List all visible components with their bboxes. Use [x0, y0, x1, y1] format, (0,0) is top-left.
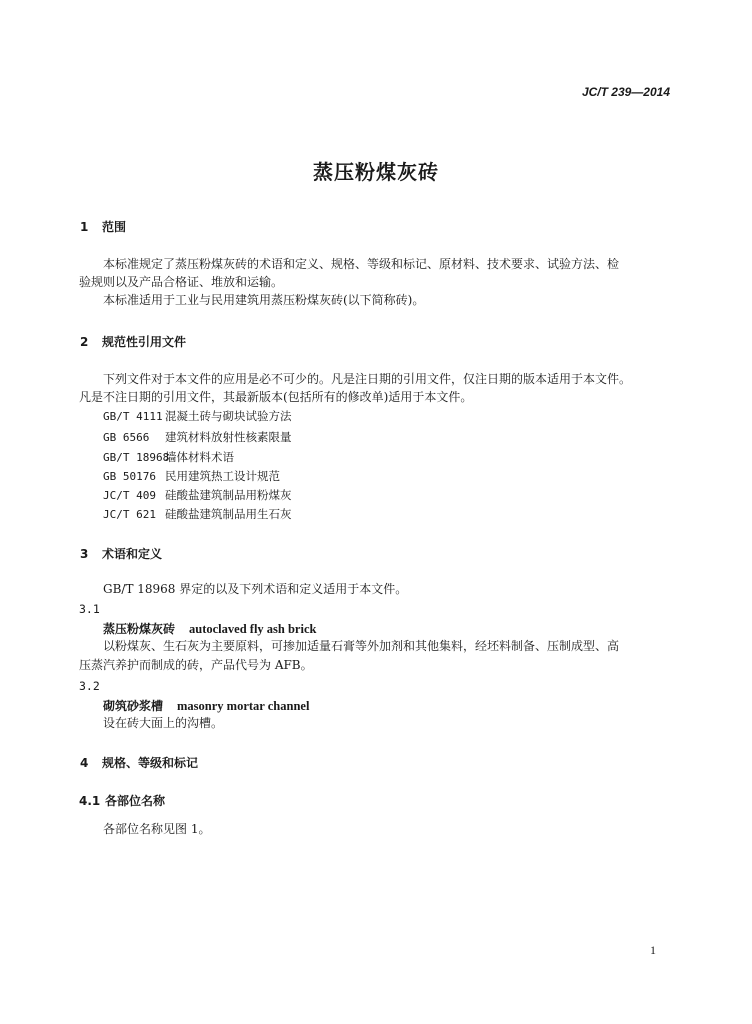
standard-code: JC/T 239—2014 — [581, 85, 670, 99]
section-title: 规范性引用文件 — [102, 335, 187, 349]
ref-item — [103, 408, 292, 424]
section-number: 3 — [80, 547, 89, 561]
section-title: 规格、等级和标记 — [102, 756, 199, 770]
ref-code: GB/T 18968 — [103, 451, 170, 464]
section-number: 2 — [80, 335, 89, 349]
term-definition-line1: 以粉煤灰、生石灰为主要原料，可掺加适量石膏等外加剂和其他集料，经坯料制备、压制成型、高 — [103, 639, 620, 653]
section-4-heading — [80, 754, 198, 771]
ref-item — [103, 506, 292, 522]
page-number: 1 — [650, 943, 656, 957]
terms-intro: GB/T 18968 界定的以及下列术语和定义适用于本文件。 — [103, 582, 408, 596]
subsection-title: 各部位名称 — [105, 794, 166, 808]
ref-item — [103, 468, 280, 484]
ref-code: JC/T 409 — [103, 489, 156, 502]
ref-code: JC/T 621 — [103, 508, 156, 521]
term-number: 3.1 — [79, 602, 100, 616]
ref-title: 建筑材料放射性核素限量 — [165, 430, 292, 444]
ref-item — [103, 449, 234, 465]
section-number: 1 — [80, 220, 89, 234]
section-title: 范围 — [102, 220, 127, 234]
term-heading — [103, 620, 316, 637]
term-definition-line2: 压蒸汽养护而制成的砖，产品代号为 AFB。 — [79, 658, 313, 672]
ref-code: GB 6566 — [103, 431, 150, 444]
term-heading — [103, 697, 309, 714]
scope-para1-line1: 本标准规定了蒸压粉煤灰砖的术语和定义、规格、等级和标记、原材料、技术要求、试验方法、检 — [103, 257, 620, 271]
term-number: 3.2 — [79, 679, 100, 693]
document-title: 蒸压粉煤灰砖 — [313, 160, 439, 184]
ref-title: 硅酸盐建筑制品用粉煤灰 — [165, 488, 292, 502]
refs-intro-line2: 凡是不注日期的引用文件，其最新版本(包括所有的修改单)适用于本文件。 — [79, 390, 473, 404]
ref-title: 硅酸盐建筑制品用生石灰 — [165, 507, 292, 521]
section-number: 4 — [80, 756, 89, 770]
term-en: autoclaved fly ash brick — [189, 622, 317, 636]
term-zh: 蒸压粉煤灰砖 — [103, 622, 176, 636]
section-3-heading — [80, 545, 162, 562]
scope-para1-line2: 验规则以及产品合格证、堆放和运输。 — [79, 275, 284, 289]
ref-title: 民用建筑热工设计规范 — [165, 469, 280, 483]
section-1-heading — [80, 218, 126, 235]
subsection-number: 4.1 — [79, 794, 101, 808]
ref-code: GB/T 4111 — [103, 410, 163, 423]
subsection-4-1-heading — [79, 792, 165, 809]
subsection-4-1-text: 各部位名称见图 1。 — [103, 822, 211, 836]
term-definition-line1: 设在砖大面上的沟槽。 — [103, 716, 224, 730]
ref-code: GB 50176 — [103, 470, 156, 483]
ref-title: 混凝土砖与砌块试验方法 — [165, 409, 292, 423]
ref-item — [103, 487, 292, 503]
refs-intro-line1: 下列文件对于本文件的应用是必不可少的。凡是注日期的引用文件，仅注日期的版本适用于本文件。 — [103, 372, 632, 386]
term-en: masonry mortar channel — [177, 699, 310, 713]
ref-title: 墙体材料术语 — [165, 450, 234, 464]
ref-item — [103, 429, 292, 445]
term-zh: 砌筑砂浆槽 — [103, 699, 164, 713]
section-2-heading — [80, 333, 186, 350]
section-title: 术语和定义 — [102, 547, 163, 561]
scope-para2: 本标准适用于工业与民用建筑用蒸压粉煤灰砖(以下简称砖)。 — [103, 293, 425, 307]
